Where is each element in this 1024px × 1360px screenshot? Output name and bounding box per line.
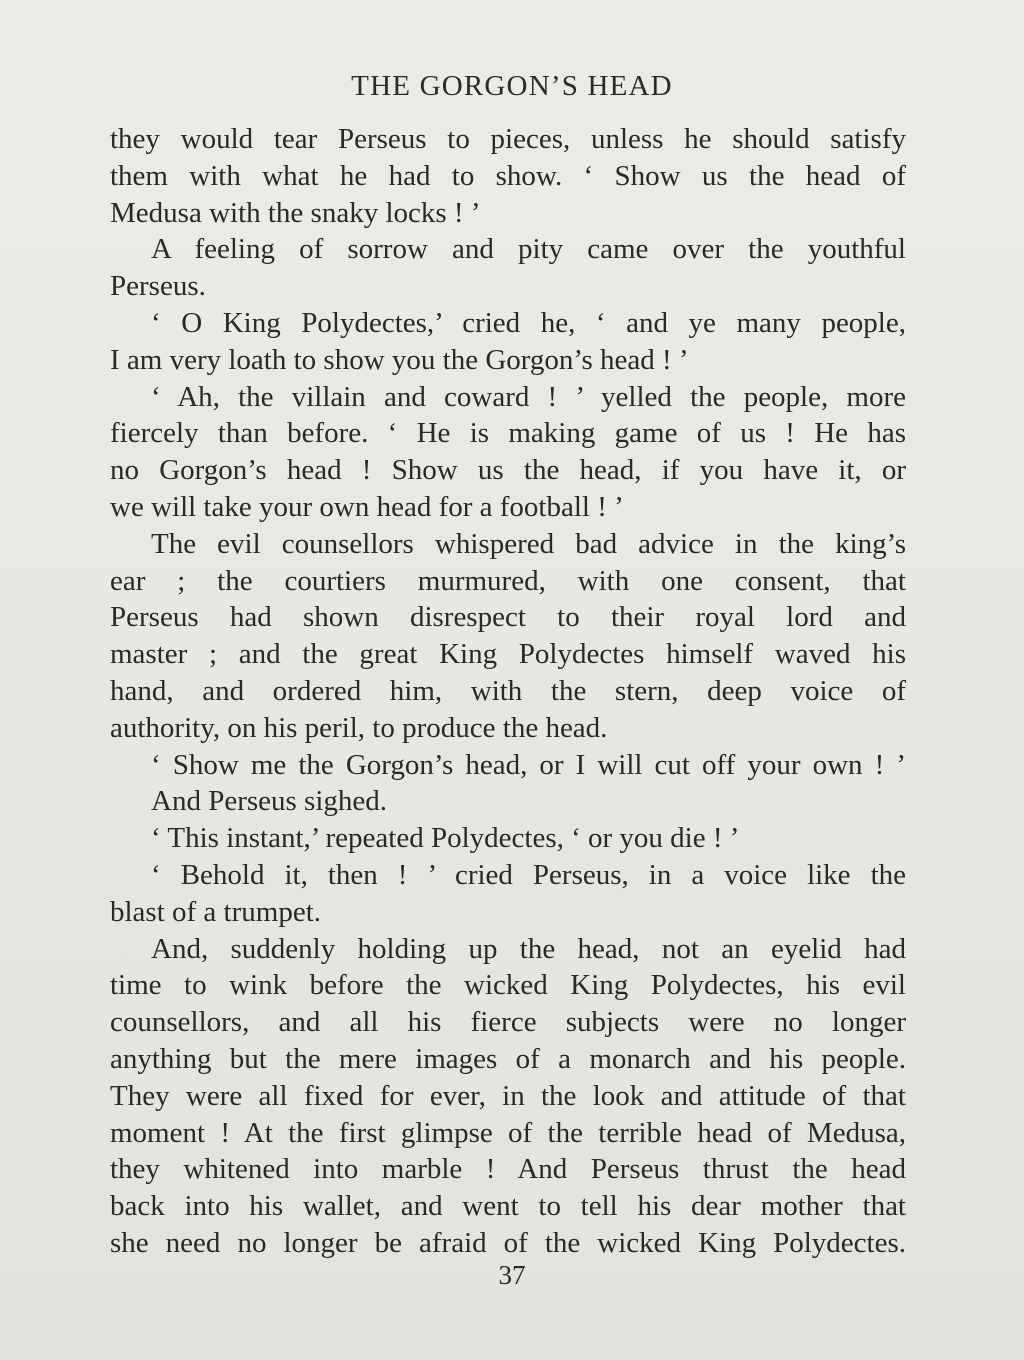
text-line: fiercely than before. ‘ He is making game of us ! He has (110, 417, 906, 450)
text-line: they whitened into marble ! And Perseus thrust the head (110, 1153, 906, 1186)
text-line: counsellors, and all his fierce subjects were no longer (110, 1006, 906, 1039)
text-line: Perseus. (110, 270, 206, 303)
text-line: time to wink before the wicked King Polydectes, his evil (110, 969, 906, 1002)
page-number: 37 (498, 1260, 526, 1290)
text-line: authority, on his peril, to produce the head. (110, 711, 608, 744)
text-line: The evil counsellors whispered bad advice in the king’s (151, 527, 906, 560)
text-line: back into his wallet, and went to tell his dear mother that (110, 1190, 906, 1223)
text-line: she need no longer be afraid of the wicked King Polydectes. (110, 1226, 906, 1259)
text-line: A feeling of sorrow and pity came over the youthful (151, 233, 906, 266)
text-line: anything but the mere images of a monarch and his people. (110, 1042, 906, 1075)
text-line: I am very loath to show you the Gorgon’s head ! ’ (110, 343, 689, 376)
text-line: ear ; the courtiers murmured, with one consent, that (110, 564, 906, 597)
text-line: And Perseus sighed. (151, 785, 388, 818)
running-head: THE GORGON’S HEAD (351, 70, 673, 102)
text-line: ‘ Behold it, then ! ’ cried Perseus, in a voice like the (151, 858, 906, 891)
text-line: no Gorgon’s head ! Show us the head, if you have it, or (110, 454, 906, 487)
body-text (110, 121, 906, 1262)
text-line: They were all fixed for ever, in the look and attitude of that (110, 1079, 906, 1112)
text-line: ‘ Show me the Gorgon’s head, or I will cut off your own ! ’ (151, 748, 906, 781)
text-line: blast of a trumpet. (110, 895, 322, 928)
text-line: moment ! At the first glimpse of the terrible head of Medusa, (110, 1116, 906, 1149)
text-line: hand, and ordered him, with the stern, deep voice of (110, 674, 906, 707)
text-line: we will take your own head for a football ! ’ (110, 490, 624, 523)
text-line: Perseus had shown disrespect to their royal lord and (110, 601, 906, 634)
text-line: master ; and the great King Polydectes himself waved his (110, 638, 906, 671)
text-line: ‘ O King Polydectes,’ cried he, ‘ and ye many people, (151, 306, 906, 339)
text-line: Medusa with the snaky locks ! ’ (110, 196, 481, 229)
text-line: ‘ This instant,’ repeated Polydectes, ‘ or you die ! ’ (151, 822, 740, 855)
text-line: they would tear Perseus to pieces, unless he should satisfy (110, 123, 906, 155)
text-line: ‘ Ah, the villain and coward ! ’ yelled the people, more (151, 380, 906, 413)
text-line: And, suddenly holding up the head, not an eyelid had (151, 932, 906, 965)
text-line: them with what he had to show. ‘ Show us the head of (110, 159, 906, 192)
